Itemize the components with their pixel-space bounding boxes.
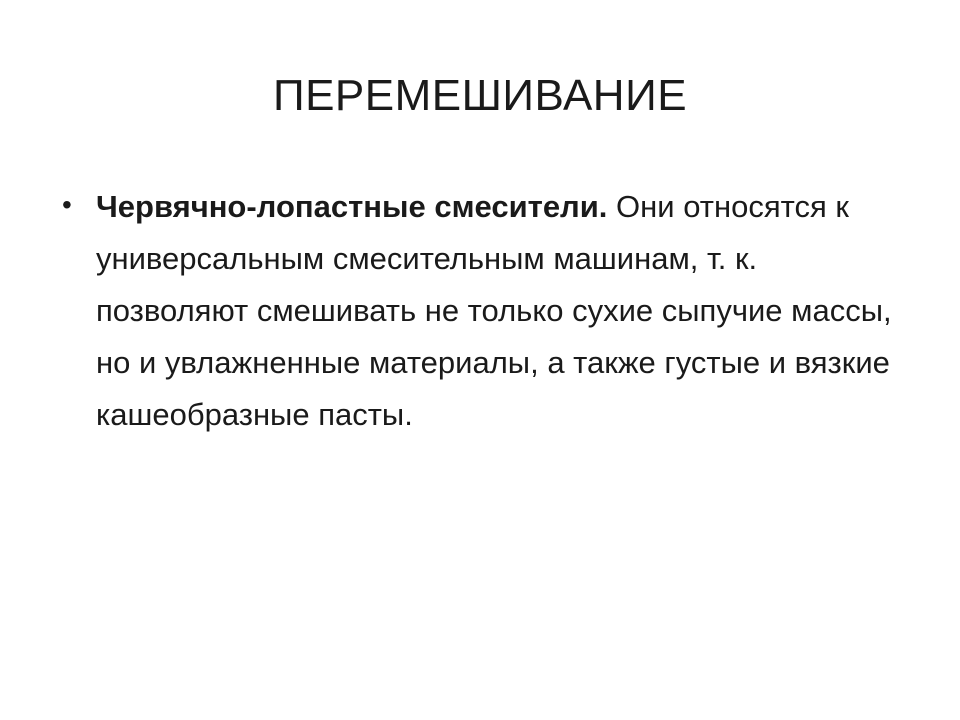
slide-title: ПЕРЕМЕШИВАНИЕ	[272, 71, 688, 120]
bullet-dot-icon: •	[62, 189, 72, 220]
bullet-body-text: Они относятся к универсальным смесительным машинам, т. к. позволяют смешивать не только сухие сыпучие массы, но и увлажненные материалы, а также густые и вязкие кашеобразные пасты.	[96, 189, 892, 432]
bullet-list	[62, 181, 902, 441]
bullet-item	[62, 181, 902, 441]
bullet-lead-text: Червячно-лопастные смесители.	[96, 189, 608, 224]
